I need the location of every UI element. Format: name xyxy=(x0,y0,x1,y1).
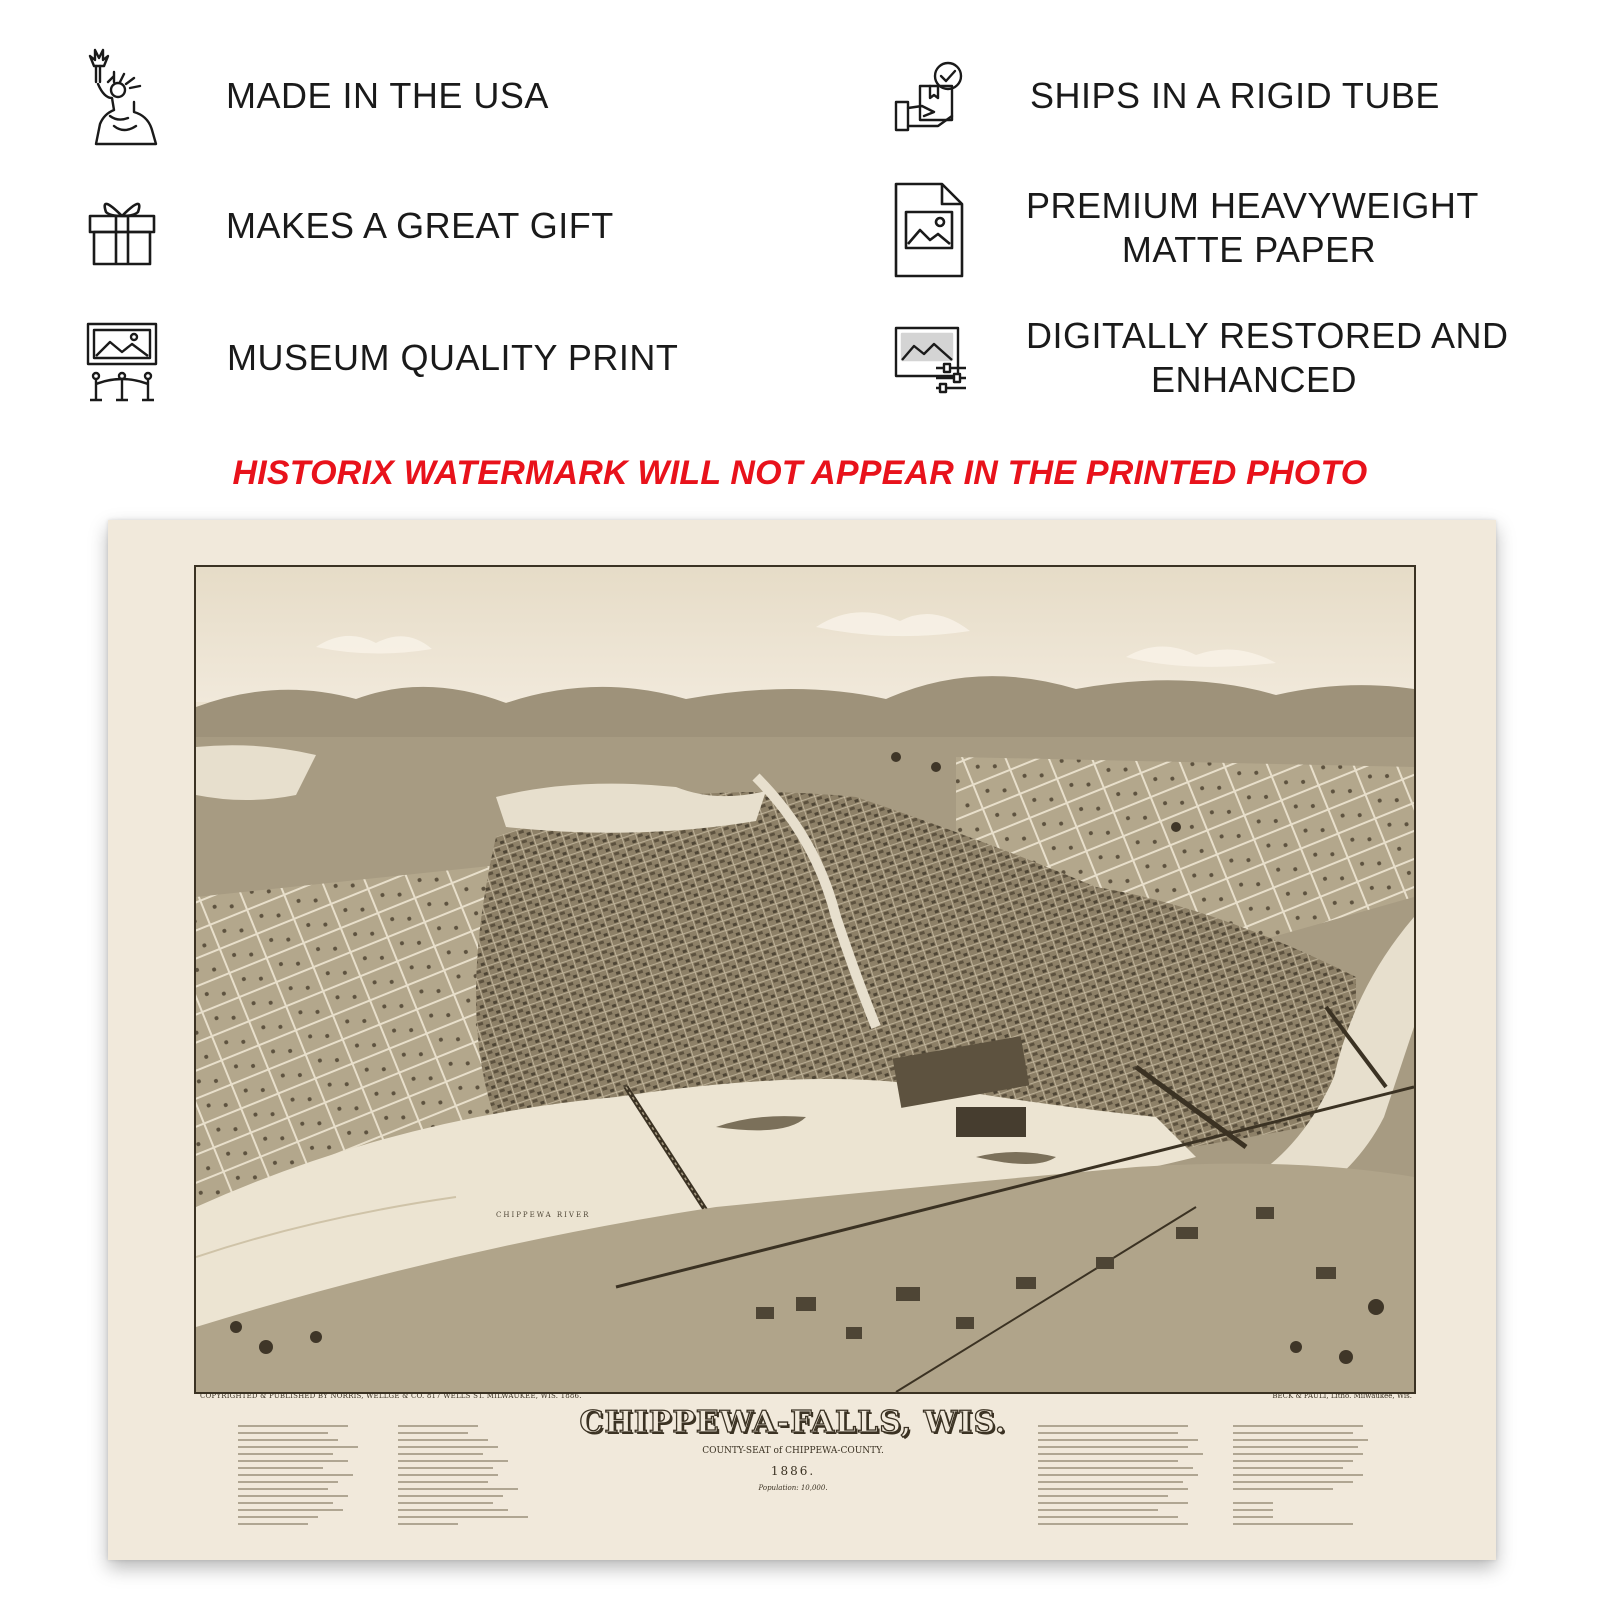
map-population: Population: 10,000. xyxy=(758,1484,828,1492)
legend-lines xyxy=(1233,1423,1383,1533)
watermark-notice: HISTORIX WATERMARK WILL NOT APPEAR IN THE PRINTED PHOTO xyxy=(232,454,1368,492)
gift-box-icon xyxy=(84,176,160,280)
feature-rigid-tube xyxy=(892,46,1440,150)
publisher-credit: COPYRIGHTED & PUBLISHED BY NORRIS, WELLGE & CO. 817 WELLS ST. MILWAUKEE, WIS. 1886. xyxy=(200,1392,582,1400)
legend-column xyxy=(238,1423,388,1536)
map-year: 1886. xyxy=(770,1464,816,1478)
statue-of-liberty-icon xyxy=(84,46,160,150)
legend-column xyxy=(398,1423,548,1536)
feature-label-line1: PREMIUM HEAVYWEIGHT xyxy=(1026,185,1479,226)
feature-label-line2: MATTE PAPER xyxy=(1121,229,1377,270)
legend-lines xyxy=(238,1423,388,1533)
river-label: CHIPPEWA RIVER xyxy=(496,1211,591,1219)
restored-image-icon xyxy=(892,306,968,410)
poster-print xyxy=(108,520,1496,1560)
legend-lines xyxy=(1038,1423,1218,1533)
feature-made-in-usa xyxy=(84,46,549,150)
feature-label: MUSEUM QUALITY PRINT xyxy=(227,337,679,378)
feature-label: SHIPS IN A RIGID TUBE xyxy=(1030,75,1440,116)
feature-label-line2: ENHANCED xyxy=(1150,359,1358,400)
framed-museum-picture-icon xyxy=(84,306,160,410)
feature-label: MADE IN THE USA xyxy=(226,75,549,116)
birds-eye-map xyxy=(194,565,1416,1394)
feature-great-gift xyxy=(84,176,614,280)
feature-premium-paper xyxy=(892,176,1479,280)
feature-digitally-restored xyxy=(892,306,1509,410)
lithographer-credit: BECK & PAULI, Litho. Milwaukee, Wis. xyxy=(1272,1392,1412,1400)
legend-column xyxy=(1233,1423,1383,1536)
image-file-icon xyxy=(892,176,968,280)
delivery-tube-icon xyxy=(892,46,968,150)
legend-column xyxy=(1038,1423,1218,1536)
feature-museum-quality xyxy=(84,306,679,410)
map-illustration xyxy=(196,567,1414,1392)
map-title: CHIPPEWA-FALLS, WIS. xyxy=(579,1405,1007,1440)
legend-lines xyxy=(398,1423,548,1533)
map-subtitle: COUNTY-SEAT of CHIPPEWA-COUNTY. xyxy=(702,1446,884,1456)
feature-label: MAKES A GREAT GIFT xyxy=(226,205,614,246)
feature-label-line1: DIGITALLY RESTORED AND xyxy=(1026,315,1509,356)
